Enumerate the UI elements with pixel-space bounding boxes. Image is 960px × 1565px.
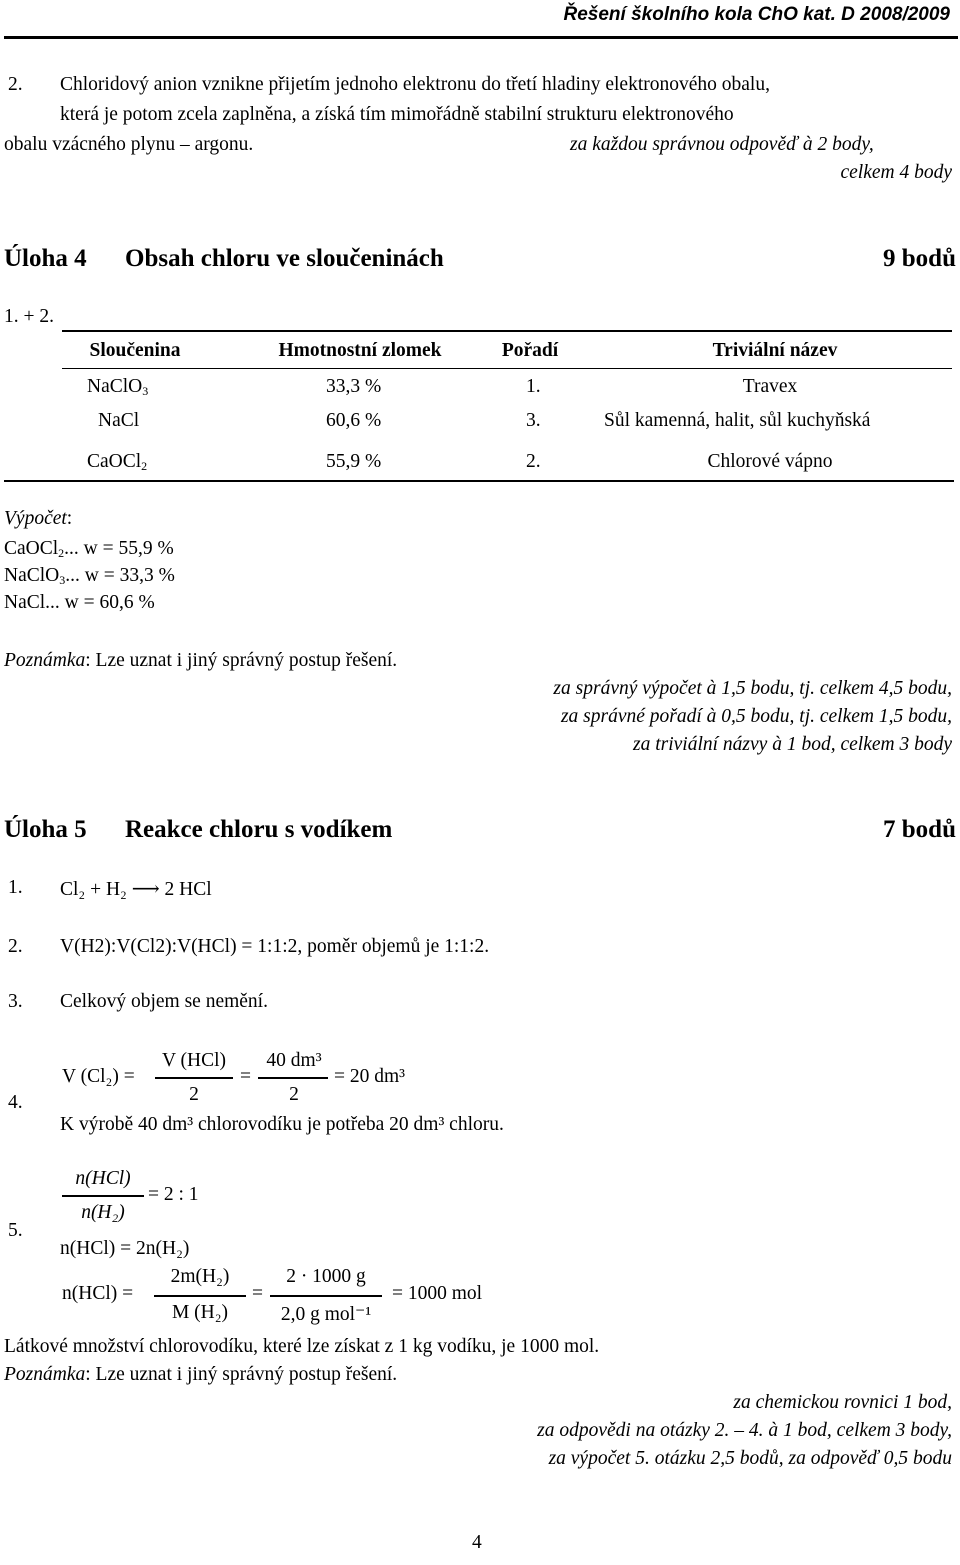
header-rule xyxy=(4,36,958,39)
task-label: Úloha 4 xyxy=(4,245,87,272)
fraction-bar xyxy=(154,1295,246,1297)
score-note: celkem 4 body xyxy=(840,162,952,183)
answer-text: V(H2):V(Cl2):V(HCl) = 1:1:2, poměr objemů je 1:1:2. xyxy=(60,936,490,957)
page-number: 4 xyxy=(472,1532,482,1553)
fraction-denominator: 2 xyxy=(289,1084,299,1105)
fraction-numerator: 40 dm³ xyxy=(266,1050,322,1071)
reaction-equation: Cl₂ + H₂ ⟶ 2 HCl xyxy=(60,879,212,900)
fraction-bar xyxy=(270,1295,382,1297)
table-cell-fraction: 55,9 % xyxy=(326,451,382,472)
table-bottom-rule xyxy=(4,480,954,482)
fraction-numerator: V (HCl) xyxy=(161,1050,227,1071)
answer-text: K výrobě 40 dm³ chlorovodíku je potřeba 20 dm³ chloru. xyxy=(60,1114,504,1135)
question-number: 1. xyxy=(8,877,23,898)
note: Poznámka: Lze uznat i jiný správný postup řešení. xyxy=(4,1364,398,1385)
task-title: Obsah chloru ve sloučeninách xyxy=(125,245,444,272)
question-number: 5. xyxy=(8,1220,23,1241)
fraction-denominator: 2 xyxy=(189,1084,199,1105)
table-header-cell: Triviální název xyxy=(712,340,838,361)
fraction-denominator: M (H₂) xyxy=(171,1302,229,1323)
table-cell-name: Chlorové vápno xyxy=(707,451,833,472)
table-cell-formula: CaOCl$_2$ xyxy=(87,451,148,473)
question-number: 4. xyxy=(8,1092,23,1113)
task-label: Úloha 5 xyxy=(4,816,87,843)
text-line: která je potom zcela zaplněna, a získá tím mimořádně stabilní strukturu elektronového xyxy=(60,104,734,125)
score-note: za výpočet 5. otázku 2,5 bodů, za odpověď 0,5 bodu xyxy=(548,1448,952,1469)
table-cell-fraction: 33,3 % xyxy=(326,376,382,397)
equation-lhs: V (Cl₂) = xyxy=(62,1066,135,1087)
text-line: obalu vzácného plynu – argonu. xyxy=(4,134,254,155)
calc-label: Výpočet: xyxy=(4,508,73,529)
equation-result: = 1000 mol xyxy=(392,1283,483,1304)
task-points: 9 bodů xyxy=(883,245,956,272)
score-note: za chemickou rovnici 1 bod, xyxy=(733,1392,952,1413)
equals-sign: = xyxy=(240,1066,251,1087)
fraction-denominator: n(H₂) xyxy=(81,1202,125,1223)
table-cell-formula: NaClO$_3$ xyxy=(87,376,149,398)
text-line: Chloridový anion vznikne přijetím jednoho elektronu do třetí hladiny elektronového obalu, xyxy=(60,74,770,95)
fraction-bar xyxy=(258,1077,328,1079)
task-points: 7 bodů xyxy=(883,816,956,843)
equation-line: n(HCl) = 2n(H₂) xyxy=(60,1238,190,1259)
task-title: Reakce chloru s vodíkem xyxy=(125,816,393,843)
answer-text: Látkové množství chlorovodíku, které lze získat z 1 kg vodíku, je 1000 mol. xyxy=(4,1336,600,1357)
table-header-rule xyxy=(62,368,952,369)
fraction-bar xyxy=(155,1077,233,1079)
equals-sign: = xyxy=(252,1283,263,1304)
fraction-numerator: 2m(H₂) xyxy=(170,1266,230,1287)
sub-question-label: 1. + 2. xyxy=(4,306,54,327)
table-cell-formula: NaCl xyxy=(98,410,140,431)
note: Poznámka: Lze uznat i jiný správný postup řešení. xyxy=(4,650,398,671)
table-cell-name: Travex xyxy=(742,376,798,397)
score-note: za triviální názvy à 1 bod, celkem 3 body xyxy=(633,734,952,755)
table-header-cell: Pořadí xyxy=(501,340,559,361)
calc-line: CaOCl$_2$... w = 55,9 % xyxy=(4,538,174,560)
item-number: 2. xyxy=(8,74,23,95)
page-header-title: Řešení školního kola ChO kat. D 2008/2009 xyxy=(563,4,950,25)
fraction-denominator: 2,0 g mol⁻¹ xyxy=(280,1304,372,1325)
table-cell-order: 2. xyxy=(526,451,541,472)
score-note: za správné pořadí à 0,5 bodu, tj. celkem 1,5 bodu, xyxy=(560,706,952,727)
table-cell-order: 1. xyxy=(526,376,541,397)
ratio-result: = 2 : 1 xyxy=(148,1184,199,1205)
fraction-bar xyxy=(62,1195,144,1197)
table-cell-order: 3. xyxy=(526,410,541,431)
equation-result: = 20 dm³ xyxy=(334,1066,406,1087)
score-note: za odpovědi na otázky 2. – 4. à 1 bod, celkem 3 body, xyxy=(537,1420,952,1441)
fraction-numerator: 2 · 1000 g xyxy=(286,1266,366,1287)
table-cell-fraction: 60,6 % xyxy=(326,410,382,431)
score-note: za správný výpočet à 1,5 bodu, tj. celkem 4,5 bodu, xyxy=(553,678,952,699)
fraction-numerator: n(HCl) xyxy=(75,1168,131,1189)
equation-lhs: n(HCl) = xyxy=(62,1283,134,1304)
table-cell-name: Sůl kamenná, halit, sůl kuchyňská xyxy=(604,410,871,431)
question-number: 3. xyxy=(8,991,23,1012)
calc-line: NaCl... w = 60,6 % xyxy=(4,592,155,613)
question-number: 2. xyxy=(8,936,23,957)
calc-line: NaClO$_3$... w = 33,3 % xyxy=(4,565,175,587)
table-header-cell: Sloučenina xyxy=(89,340,181,361)
table-header-cell: Hmotnostní zlomek xyxy=(278,340,442,361)
score-note: za každou správnou odpověď à 2 body, xyxy=(570,134,874,155)
table-top-rule xyxy=(62,330,952,332)
answer-text: Celkový objem se nemění. xyxy=(60,991,268,1012)
